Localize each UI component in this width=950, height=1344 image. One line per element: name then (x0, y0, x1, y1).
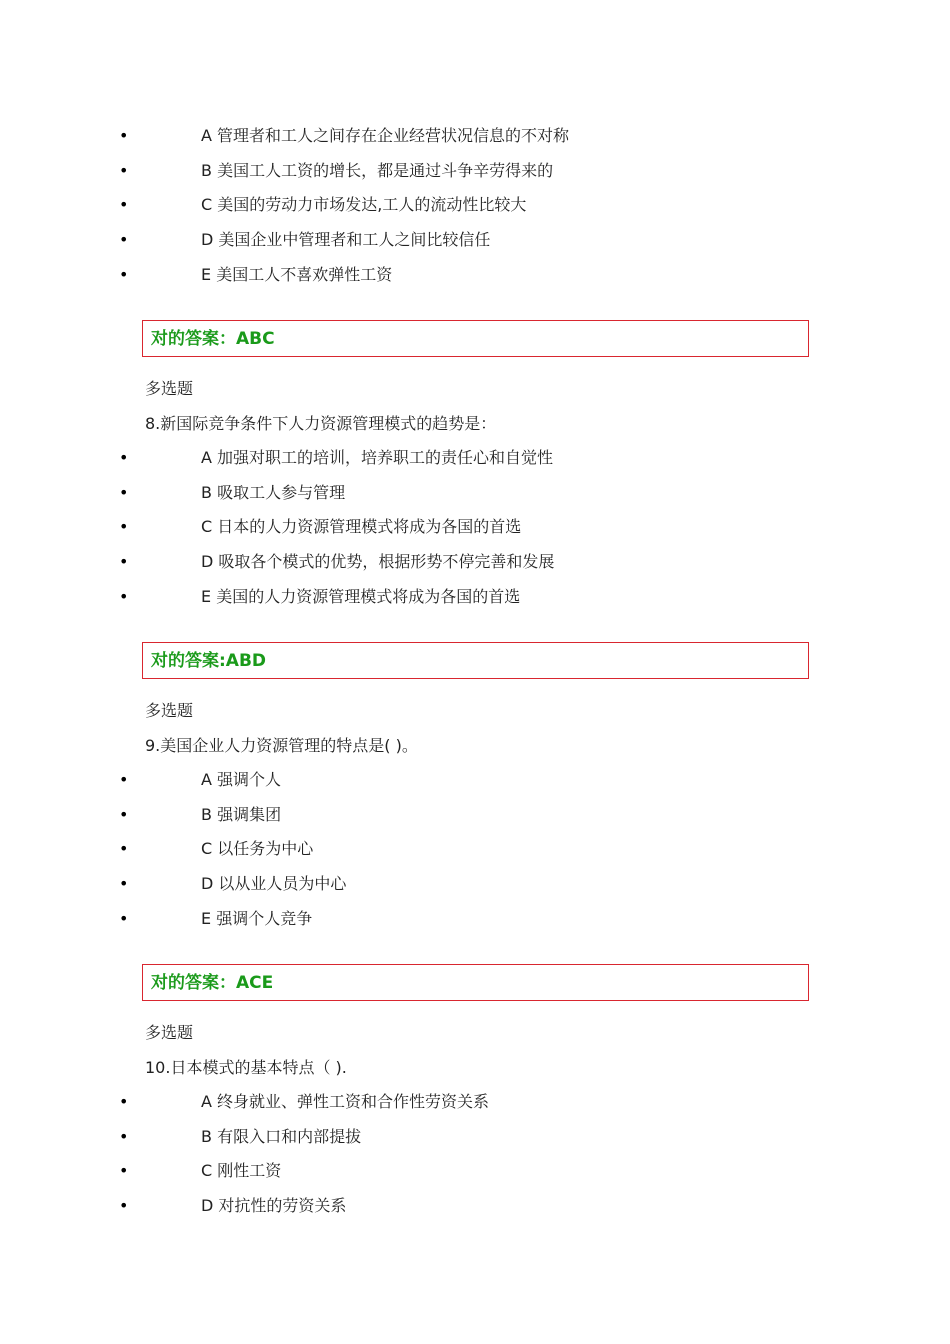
bullet-icon: • (119, 874, 129, 894)
list-item (0, 545, 950, 580)
list-item (0, 832, 950, 867)
bullet-icon: • (119, 126, 129, 145)
bullet-icon: • (119, 552, 129, 572)
question-title: 9.美国企业人力资源管理的特点是( )。 (145, 736, 418, 755)
bullet-icon: • (119, 482, 129, 502)
bullet-icon: • (119, 804, 129, 824)
question-type-label: 多选题 (145, 701, 194, 720)
option-text: C 美国的劳动力市场发达,工人的流动性比较大 (201, 195, 527, 215)
answer-text: 对的答案:ABD (151, 651, 267, 671)
option-text: A 加强对职工的培训，培养职工的责任心和自觉性 (201, 448, 554, 467)
option-text: B 有限入口和内部提拔 (201, 1126, 362, 1146)
list-item (0, 867, 950, 902)
bullet-icon: • (119, 1126, 129, 1146)
answer-text: 对的答案：ABC (151, 329, 275, 349)
list-item (0, 223, 950, 258)
list-item (0, 188, 950, 223)
question-title: 8.新国际竞争条件下人力资源管理模式的趋势是： (145, 414, 497, 433)
bullet-icon: • (119, 586, 129, 606)
bullet-icon: • (119, 1161, 129, 1181)
option-text: C 刚性工资 (201, 1161, 282, 1181)
list-item (0, 1154, 950, 1189)
list-item (0, 580, 950, 615)
answer-box-q7 (142, 320, 809, 357)
bullet-icon: • (119, 264, 129, 284)
option-text: B 美国工人工资的增长，都是通过斗争辛劳得来的 (201, 160, 554, 180)
option-text: E 强调个人竞争 (201, 908, 313, 928)
list-item (0, 798, 950, 833)
option-text: E 美国的人力资源管理模式将成为各国的首选 (201, 586, 521, 606)
list-item (0, 1120, 950, 1155)
list-item (0, 1085, 950, 1120)
bullet-icon: • (119, 908, 129, 928)
question-7-block (0, 119, 950, 292)
bullet-icon: • (119, 1196, 129, 1216)
list-item (0, 154, 950, 189)
answer-box-q8 (142, 642, 809, 679)
list-item (0, 1189, 950, 1224)
option-text: C 日本的人力资源管理模式将成为各国的首选 (201, 517, 522, 537)
answer-box-q9 (142, 964, 809, 1001)
option-text: A 强调个人 (201, 770, 282, 789)
option-text: D 对抗性的劳资关系 (201, 1196, 347, 1216)
question-title: 10.日本模式的基本特点（ ). (145, 1058, 347, 1077)
bullet-icon: • (119, 770, 129, 789)
list-item (0, 441, 950, 476)
option-text: C 以任务为中心 (201, 839, 314, 859)
option-text: B 吸取工人参与管理 (201, 482, 346, 502)
option-text: A 终身就业、弹性工资和合作性劳资关系 (201, 1092, 490, 1111)
option-text: D 以从业人员为中心 (201, 874, 347, 894)
list-item (0, 902, 950, 937)
question-7-options (0, 119, 950, 292)
question-type-label: 多选题 (145, 1023, 194, 1042)
option-text: A 管理者和工人之间存在企业经营状况信息的不对称 (201, 126, 570, 145)
bullet-icon: • (119, 160, 129, 180)
answer-text: 对的答案：ACE (151, 973, 274, 993)
bullet-icon: • (119, 195, 129, 215)
option-text: D 美国企业中管理者和工人之间比较信任 (201, 230, 491, 250)
bullet-icon: • (119, 230, 129, 250)
option-text: B 强调集团 (201, 804, 282, 824)
option-text: E 美国工人不喜欢弹性工资 (201, 264, 393, 284)
question-10-block (0, 1085, 950, 1224)
bullet-icon: • (119, 448, 129, 467)
question-10-options (0, 1085, 950, 1224)
bullet-icon: • (119, 517, 129, 537)
question-9-options (0, 763, 950, 936)
question-9-block (0, 763, 950, 936)
question-8-block (0, 441, 950, 614)
list-item (0, 510, 950, 545)
list-item (0, 763, 950, 798)
option-text: D 吸取各个模式的优势，根据形势不停完善和发展 (201, 552, 555, 572)
bullet-icon: • (119, 839, 129, 859)
question-type-label: 多选题 (145, 379, 194, 398)
list-item (0, 476, 950, 511)
bullet-icon: • (119, 1092, 129, 1111)
question-8-options (0, 441, 950, 614)
list-item (0, 258, 950, 293)
list-item (0, 119, 950, 154)
